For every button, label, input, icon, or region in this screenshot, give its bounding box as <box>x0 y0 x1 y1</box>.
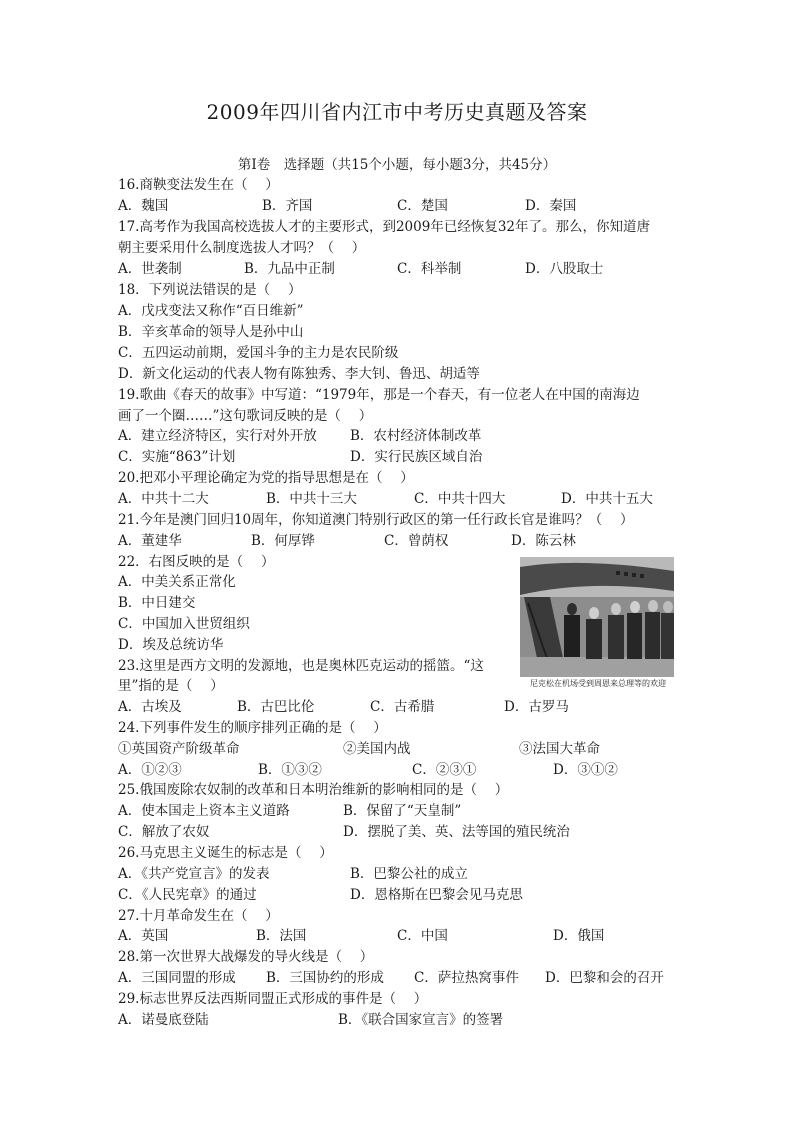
q17-option-d: D．八股取士 <box>525 261 604 277</box>
q29-option-b: B．《联合国家宣言》的签署 <box>338 1012 504 1028</box>
q22-option-c: C．中国加入世贸组织 <box>118 616 250 632</box>
q27-option-c: C．中国 <box>397 928 448 944</box>
question-19: 19.歌曲《春天的故事》中写道：“1979年，那是一个春天，有一位老人在中国的南海边 <box>118 387 640 403</box>
q23-option-d: D．古罗马 <box>504 699 569 715</box>
question-17: 17.高考作为我国高校选拔人才的主要形式，到2009年已经恢复32年了。那么，你知道唐 <box>118 219 651 235</box>
q21-option-d: D．陈云林 <box>511 533 576 549</box>
photo-caption: 尼克松在机场受到周恩来总理等的欢迎 <box>530 679 666 688</box>
question-19-cont: 画了一个圈……”这句歌词反映的是（ ） <box>118 408 373 424</box>
q24-option-c: C．②③① <box>412 762 477 778</box>
question-22: 22．右图反映的是（ ） <box>118 554 275 570</box>
question-17-cont: 朝主要采用什么制度选拔人才吗？（ ） <box>118 240 366 256</box>
q23-option-a: A．古埃及 <box>118 699 182 715</box>
q19-option-a: A．建立经济特区，实行对外开放 <box>118 428 317 444</box>
q16-option-d: D．秦国 <box>525 198 577 214</box>
q27-option-d: D．俄国 <box>553 928 605 944</box>
q25-option-b: B．保留了“天皇制” <box>343 803 462 819</box>
q24-option-d: D．③①② <box>553 762 618 778</box>
historical-photo <box>520 557 674 677</box>
q23-option-c: C．古希腊 <box>370 699 435 715</box>
question-23-cont: 里”指的是（ ） <box>118 678 224 694</box>
q20-option-d: D．中共十五大 <box>561 491 653 507</box>
question-24: 24.下列事件发生的顺序排列正确的是（ ） <box>118 720 387 736</box>
q16-option-a: A．魏国 <box>118 198 169 214</box>
q18-option-b: B．辛亥革命的领导人是孙中山 <box>118 324 304 340</box>
q17-option-c: C．科举制 <box>397 261 462 277</box>
airport-welcome-photo <box>520 557 674 677</box>
q25-option-d: D．摆脱了美、英、法等国的殖民统治 <box>343 824 570 840</box>
question-16: 16.商鞅变法发生在（ ） <box>118 177 279 193</box>
q24-option-a: A．①②③ <box>118 762 182 778</box>
q20-option-b: B．中共十三大 <box>266 491 357 507</box>
q16-option-c: C．楚国 <box>397 198 448 214</box>
q23-option-b: B．古巴比伦 <box>237 699 315 715</box>
question-18: 18．下列说法错误的是（ ） <box>118 282 302 298</box>
q29-option-a: A．诺曼底登陆 <box>118 1012 209 1028</box>
page-title: 2009年四川省内江市中考历史真题及答案 <box>206 100 588 124</box>
q26-option-d: D．恩格斯在巴黎会见马克思 <box>350 887 523 903</box>
question-20: 20.把邓小平理论确定为党的指导思想是在（ ） <box>118 470 414 486</box>
section-heading: 第Ⅰ卷 选择题（共15个小题，每小题3分，共45分） <box>237 157 557 173</box>
question-25: 25.俄国废除农奴制的改革和日本明治维新的影响相同的是（ ） <box>118 782 509 798</box>
q26-option-c: C．《人民宪章》的通过 <box>118 887 257 903</box>
question-23: 23.这里是西方文明的发源地，也是奥林匹克运动的摇篮。“这 <box>118 658 484 674</box>
q24-event-1: ①英国资产阶级革命 <box>118 741 240 757</box>
q16-option-b: B．齐国 <box>262 198 313 214</box>
q21-option-c: C．曾荫权 <box>384 533 449 549</box>
q27-option-a: A．英国 <box>118 928 169 944</box>
q24-event-2: ②美国内战 <box>343 741 411 757</box>
q18-option-d: D．新文化运动的代表人物有陈独秀、李大钊、鲁迅、胡适等 <box>118 366 480 382</box>
q26-option-b: B．巴黎公社的成立 <box>350 866 468 882</box>
q28-option-b: B．三国协约的形成 <box>266 970 384 986</box>
q24-option-b: B．①③② <box>258 762 322 778</box>
q22-option-b: B．中日建交 <box>118 595 196 611</box>
q17-option-a: A．世袭制 <box>118 261 182 277</box>
question-27: 27.十月革命发生在（ ） <box>118 908 279 924</box>
q20-option-c: C．中共十四大 <box>414 491 506 507</box>
q19-option-c: C．实施“863”计划 <box>118 449 236 465</box>
q17-option-b: B．九品中正制 <box>244 261 335 277</box>
question-21: 21.今年是澳门回归10周年，你知道澳门特别行政区的第一任行政长官是谁吗？（ ） <box>118 512 634 528</box>
q18-option-c: C．五四运动前期，爱国斗争的主力是农民阶级 <box>118 345 399 361</box>
q19-option-d: D．实行民族区域自治 <box>350 449 483 465</box>
q21-option-b: B．何厚铧 <box>251 533 315 549</box>
q21-option-a: A．董建华 <box>118 533 182 549</box>
q18-option-a: A．戊戌变法又称作“百日维新” <box>118 303 304 319</box>
q20-option-a: A．中共十二大 <box>118 491 209 507</box>
q26-option-a: A．《共产党宣言》的发表 <box>118 866 270 882</box>
q28-option-c: C．萨拉热窝事件 <box>414 970 519 986</box>
q25-option-c: C．解放了农奴 <box>118 824 210 840</box>
question-29: 29.标志世界反法西斯同盟正式形成的事件是（ ） <box>118 991 428 1007</box>
q27-option-b: B．法国 <box>256 928 307 944</box>
q19-option-b: B．农村经济体制改革 <box>350 428 482 444</box>
q28-option-d: D．巴黎和会的召开 <box>545 970 664 986</box>
q22-option-a: A．中美关系正常化 <box>118 574 236 590</box>
question-28: 28.第一次世界大战爆发的导火线是（ ） <box>118 949 374 965</box>
q25-option-a: A．使本国走上资本主义道路 <box>118 803 290 819</box>
q24-event-3: ③法国大革命 <box>519 741 600 757</box>
question-26: 26.马克思主义诞生的标志是（ ） <box>118 845 333 861</box>
q28-option-a: A．三国同盟的形成 <box>118 970 236 986</box>
q22-option-d: D．埃及总统访华 <box>118 637 224 653</box>
